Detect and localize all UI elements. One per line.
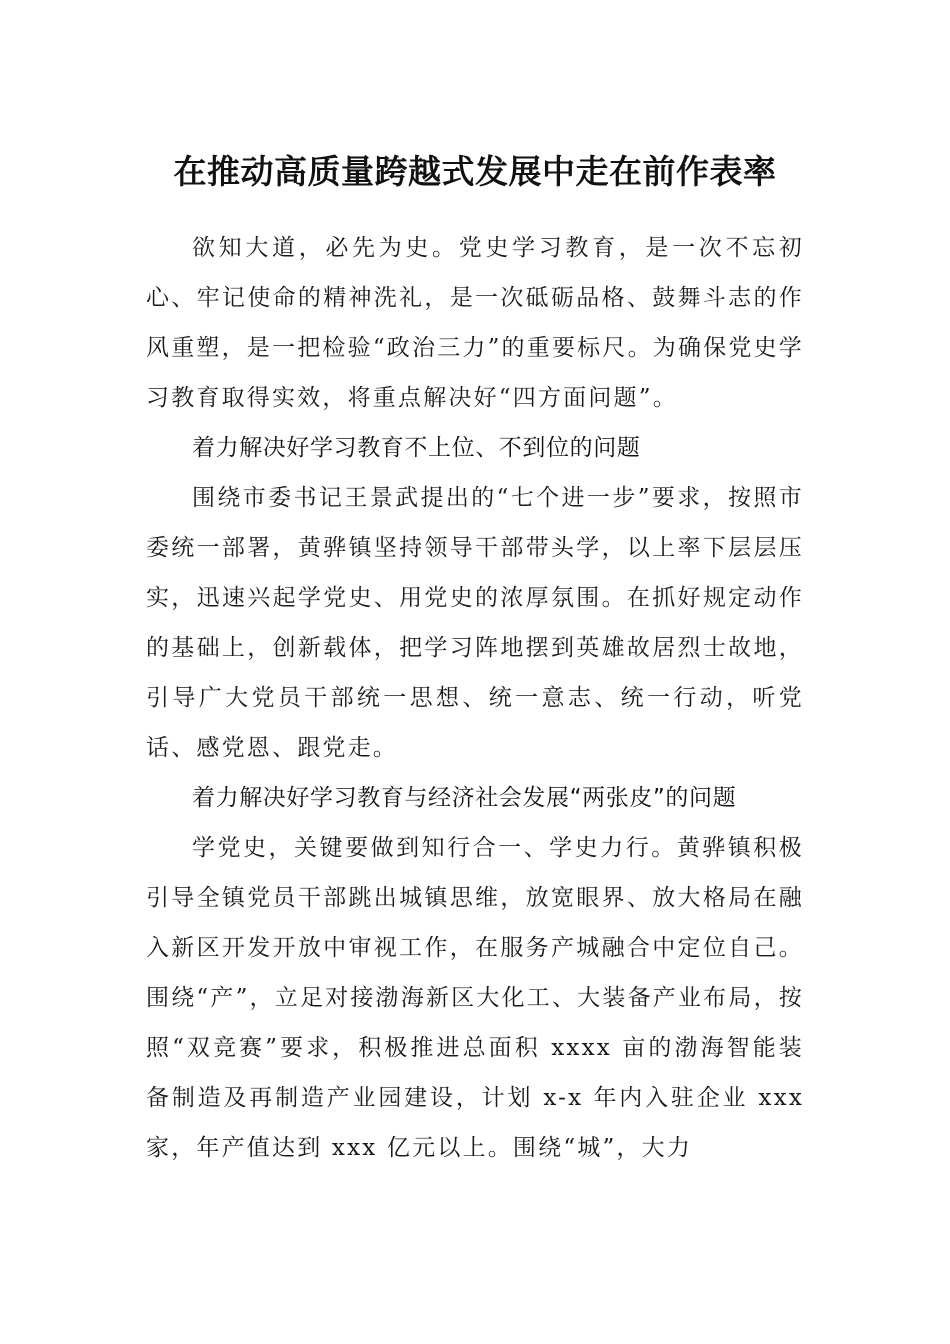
document-body xyxy=(146,223,804,1173)
section-paragraph-1: 围绕市委书记王景武提出的“七个进一步”要求，按照市委统一部署，黄骅镇坚持领导干部带头学，以上率下层层压实，迅速兴起学党史、用党史的浓厚氛围。在抓好规定动作的基础上，创新载体，把学习阵地摆到英雄故居烈士故地，引导广大党员干部统一思想、统一意志、统一行动，听党话、感党恩、跟党走。 xyxy=(146,485,804,761)
intro-paragraph: 欲知大道，必先为史。党史学习教育，是一次不忘初心、牢记使命的精神洗礼，是一次砥砺品格、鼓舞斗志的作风重塑，是一把检验“政治三力”的重要标尺。为确保党史学习教育取得实效，将重点解决好“四方面问题”。 xyxy=(146,235,804,411)
section-paragraph-2: 学党史，关键要做到知行合一、学史力行。黄骅镇积极引导全镇党员干部跳出城镇思维，放宽眼界、放大格局在融入新区开发开放中审视工作，在服务产城融合中定位自己。围绕“产”，立足对接渤海新区大化工、大装备产业布局，按照“双竞赛”要求，积极推进总面积 xxxx 亩的渤海智能装备制造及再制造产业园建设，计划 x-x 年内入驻企业 xxx 家，年产值达到 xxx 亿元以上。围绕“城”，大力 xyxy=(146,835,804,1161)
section-heading-1: 着力解决好学习教育不上位、不到位的问题 xyxy=(192,435,641,461)
document-title: 在推动高质量跨越式发展中走在前作表率 xyxy=(173,152,777,192)
section-heading-2: 着力解决好学习教育与经济社会发展“两张皮”的问题 xyxy=(192,785,737,811)
